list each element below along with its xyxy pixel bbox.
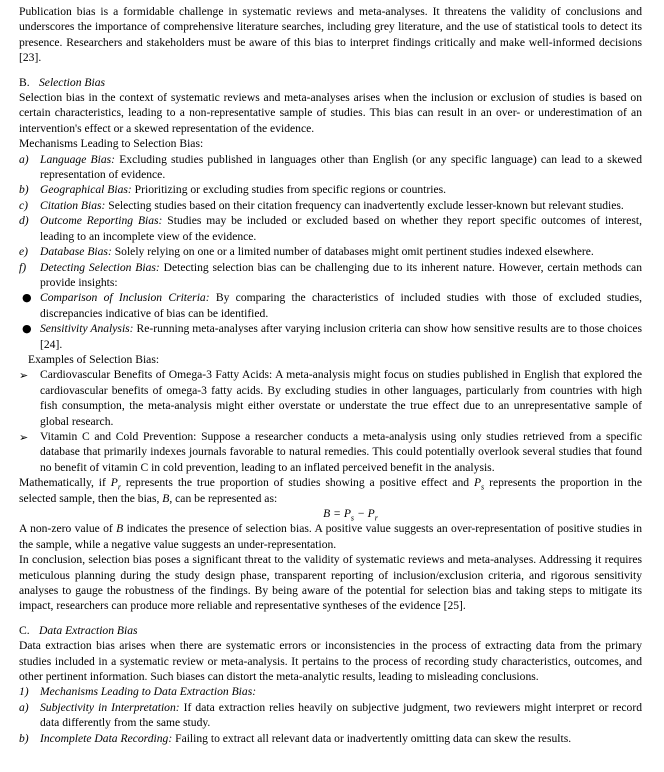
mechanism-term: Citation Bias:	[40, 198, 106, 212]
arrow-bullet-icon: ➢	[19, 430, 29, 444]
section-b-number: B.	[19, 75, 30, 89]
math-text: Mathematically, if	[19, 476, 111, 490]
mechanism-marker: b)	[19, 183, 29, 197]
mechanism-marker: a)	[19, 700, 29, 714]
mechanism-term: Language Bias:	[40, 152, 116, 166]
example-text: Cardiovascular Benefits of Omega-3 Fatty Acids: A meta-analysis might focus on studies published in English that explored the cardiovascular benefits of omega-3 fatty acids. By excluding studies in other languages, particularly from countries with high fish consumption, the meta-analysis might either overstate or understate the true effect due to an unrepresentative sample of global research.	[40, 368, 642, 428]
math-var-ps	[473, 476, 485, 492]
mechanism-text: Solely relying on one or a limited number of databases might omit pertinent studies indexed elsewhere.	[111, 245, 594, 259]
mechanism-text: Detecting selection bias can be challenging due to its inherent nature. However, certain methods can provide insights:	[40, 260, 642, 289]
section-b-heading	[19, 75, 642, 90]
math-text: represents the proportion in the selected sample, then the bias,	[19, 476, 642, 505]
detection-method-term: Comparison of Inclusion Criteria:	[40, 291, 210, 305]
detection-method-term: Sensitivity Analysis:	[40, 322, 134, 336]
mechanism-term: Subjectivity in Interpretation:	[40, 700, 180, 714]
detection-method-text: Re-running meta-analyses after varying inclusion criteria can show how sensitive results are to those choices [24].	[40, 322, 642, 351]
mechanism-item	[19, 182, 642, 197]
selection-mechanisms-label: Mechanisms Leading to Selection Bias:	[19, 137, 204, 151]
section-b-conclusion: In conclusion, selection bias poses a significant threat to the validity of systematic reviews and meta-analyses. Addressing it requires meticulous planning during the study design phase, transparent reporting of inclusion/exclusion criteria, and rigorous sensitivity analyses to gauge the robustness of the findings. By being aware of the potential for selection bias and taking steps to mitigate its impact, researchers can produce more reliable and representative syntheses of the evidence [25].	[19, 553, 642, 613]
mechanism-text: Studies may be included or excluded based on whether they report specific outcomes of interest, leading to an incomplete view of the evidence.	[40, 214, 642, 243]
nonzero-text: indicates the presence of selection bias. A positive value suggests an over-representation of positive studies in the sample, while a negative value suggests an under-representation.	[19, 522, 642, 551]
equation-rhs: − P	[354, 507, 375, 520]
mechanism-item	[19, 244, 642, 259]
var-subscript: r	[117, 482, 122, 492]
section-c-title: Data Extraction Bias	[39, 623, 138, 637]
mechanism-item	[19, 152, 642, 183]
var-letter: P	[110, 476, 118, 490]
mechanism-text: If data extraction relies heavily on subjective judgment, two reviewers might interpret or record data differently from the same study.	[40, 700, 642, 730]
var-subscript: s	[481, 482, 485, 492]
mechanism-term: Database Bias:	[40, 245, 112, 259]
detection-method-item	[19, 321, 642, 352]
math-text: , can be represented as:	[169, 491, 278, 505]
mechanism-item	[19, 260, 642, 291]
nonzero-paragraph	[19, 521, 642, 552]
extraction-mechanisms-label: Mechanisms Leading to Data Extraction Bias:	[40, 685, 257, 699]
example-item	[19, 429, 642, 475]
bullet-icon: ●	[22, 322, 32, 336]
mechanism-term: Detecting Selection Bias:	[40, 260, 160, 274]
mechanism-term: Outcome Reporting Bias:	[40, 214, 163, 228]
math-var-pr	[110, 476, 122, 492]
math-text: represents the true proportion of studies showing a positive effect and	[121, 476, 474, 490]
detection-method-item	[19, 290, 642, 321]
equation-subscript: s	[350, 513, 355, 523]
nonzero-text: A non-zero value of	[19, 522, 117, 536]
math-var-b: B	[116, 522, 124, 536]
equation-subscript: r	[374, 513, 378, 523]
spacer	[19, 614, 642, 623]
mechanism-item	[19, 213, 642, 244]
extraction-mechanism-item	[19, 731, 642, 746]
math-var-b: B	[162, 491, 170, 505]
list-marker: 1)	[19, 685, 29, 699]
section-c-intro: Data extraction bias arises when there are systematic errors or inconsistencies in the process of extracting data from the primary studies included in a systematic review or meta-analysis. It pertains to the process of recording study characteristics, outcomes, and other pertinent information. Such biases can distort the meta-analytic results, leading to misleading conclusions.	[19, 639, 642, 684]
section-c-number: C.	[19, 623, 30, 637]
detection-method-text: By comparing the characteristics of included studies with those of excluded studies, discrepancies indicative of bias can be identified.	[40, 291, 642, 320]
mechanism-item	[19, 198, 642, 213]
arrow-bullet-icon: ➢	[19, 369, 29, 383]
intro-paragraph: Publication bias is a formidable challenge in systematic reviews and meta-analyses. It threatens the validity of conclusions and underscores the importance of comprehensive literature searches, including grey literature, and the use of statistical tools to detect its presence. Researchers and stakeholders must be aware of this bias to interpret findings critically and make well-informed decisions [23].	[19, 5, 642, 65]
mechanism-marker: b)	[19, 731, 29, 745]
mechanism-marker: c)	[19, 198, 29, 212]
examples-label: Examples of Selection Bias:	[28, 352, 160, 366]
section-b-title: Selection Bias	[39, 75, 106, 89]
section-b-intro: Selection bias in the context of systematic reviews and meta-analyses arises when the inclusion or exclusion of studies is based on certain characteristics, leading to a non-representative sample of studies. This bias can result in an over- or underestimation of an intervention's effect or a skewed representation of the evidence.	[19, 91, 642, 135]
mechanism-marker: d)	[19, 214, 29, 228]
equation-lhs: B = P	[323, 507, 351, 520]
mechanism-marker: e)	[19, 245, 29, 259]
extraction-mechanism-item	[19, 700, 642, 731]
mechanism-text: Selecting studies based on their citation frequency can inadvertently exclude lesser-known but relevant studies.	[105, 198, 624, 212]
bias-equation	[19, 506, 642, 521]
mechanism-text: Prioritizing or excluding studies from specific regions or countries.	[131, 183, 447, 197]
example-item	[19, 367, 642, 429]
mechanism-text: Excluding studies published in languages other than English (or any specific language) can lead to a skewed representation of evidence.	[40, 152, 642, 182]
spacer	[19, 66, 642, 75]
var-letter: P	[473, 476, 482, 490]
mechanism-term: Incomplete Data Recording:	[40, 731, 173, 745]
mechanism-marker: a)	[19, 152, 29, 166]
example-text: Vitamin C and Cold Prevention: Suppose a researcher conducts a meta-analysis using only studies retrieved from a specific database that primarily indexes journals favorable to natural remedies. This could potentially overlook several studies that found no benefit of vitamin C in cold prevention, leading to an inflated perceived benefit in the analysis.	[40, 429, 642, 474]
mechanism-text: Failing to extract all relevant data or inadvertently omitting data can skew the results.	[172, 731, 572, 745]
extraction-mechanisms-heading	[19, 684, 642, 699]
mechanism-marker: f)	[19, 260, 27, 274]
mechanism-term: Geographical Bias:	[40, 183, 132, 197]
math-paragraph	[19, 475, 642, 506]
bullet-icon: ●	[22, 291, 32, 305]
section-c-heading	[19, 623, 642, 638]
